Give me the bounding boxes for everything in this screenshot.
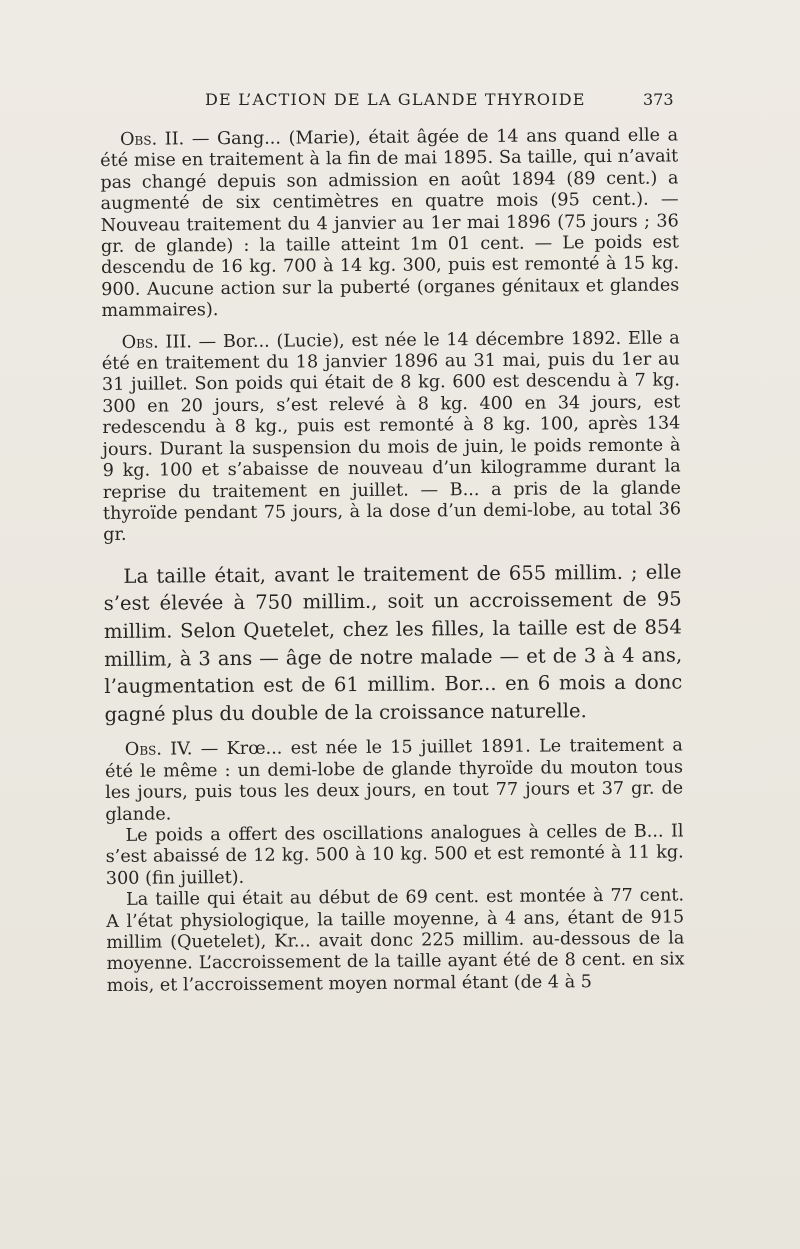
observation-label: Obs. IV.	[124, 739, 193, 761]
observation-text: — Krœ... est née le 15 juillet 1891. Le traitement a été le même : un demi-lobe de glande thyroïde du mouton tous les jours, puis tous les deux jours, en tout 77 jours et 37 gr. de glande.	[104, 735, 684, 825]
observation-label: Obs. II.	[119, 129, 185, 150]
page-number: 373	[643, 90, 674, 109]
observation-4-poids: Le poids a offert des oscillations analogues à celles de B... Il s’est abaissé de 12 kg. 500 à 10 kg. 500 et est remonté à 11 kg. 300 (fin juillet).	[105, 821, 684, 889]
page-header	[0, 90, 800, 120]
running-title: DE L’ACTION DE LA GLANDE THYROIDE	[205, 90, 586, 109]
observation-label: Obs. III.	[121, 331, 192, 353]
observation-4-taille: La taille qui était au début de 69 cent. est montée à 77 cent. A l’état physiologique, la taille moyenne, à 4 ans, étant de 915 millim (Quetelet), Kr... avait donc 225 millim. au-dessous de la moyenne. L’accroissement de la taille ayant été de 8 cent. en six mois, et l’accroissement moyen normal étant (de 4 à 5	[106, 885, 685, 996]
observation-4	[105, 736, 684, 826]
observation-text: — Bor... (Lucie), est née le 14 décembre 1892. Elle a été en traitement du 18 janvier 1896 au 31 mai, puis du 1er au 31 juillet. Son poids qui était de 8 kg. 600 est descendu à 7 kg. 300 en 20 jours, s’est relevé à 8 kg. 400 en 34 jours, est redescendu à 8 kg., puis est remonté à 8 kg. 100, après 134 jours. Durant la suspension du mois de juin, le poids remonte à 9 kg. 100 et s’abaisse de nouveau d’un kilogramme durant la reprise du traitement en juillet. — B... a pris de la glande thyroïde pendant 75 jours, à la dose d’un demi-lobe, au total 36 gr.	[101, 328, 682, 546]
observation-2	[100, 125, 679, 322]
observation-text: — Gang... (Marie), était âgée de 14 ans quand elle a été mise en traitement à la fin de mai 1895. Sa taille, qui n’avait pas changé depuis son admission en août 1894 (89 cent.) a augmenté de six centimètres en quatre mois (95 cent.). — Nouveau traitement du 4 janvier au 1er mai 1896 (75 jours ; 36 gr. de glande) : la taille atteint 1m 01 cent. — Le poids est descendu de 16 kg. 700 à 14 kg. 300, puis est remonté à 15 kg. 900. Aucune action sur la puberté (organes génitaux et glandes mammaires).	[100, 125, 680, 322]
body-text	[100, 125, 685, 997]
observation-3	[102, 328, 682, 547]
taille-paragraph: La taille était, avant le traitement de 655 millim. ; elle s’est élevée à 750 millim., soit un accroissement de 95 millim. Selon Quetelet, chez les filles, la taille est de 854 millim, à 3 ans — âge de notre malade — et de 3 à 4 ans, l’augmentation est de 61 millim. Bor... en 6 mois a donc gagné plus du double de la croissance naturelle.	[103, 560, 683, 726]
